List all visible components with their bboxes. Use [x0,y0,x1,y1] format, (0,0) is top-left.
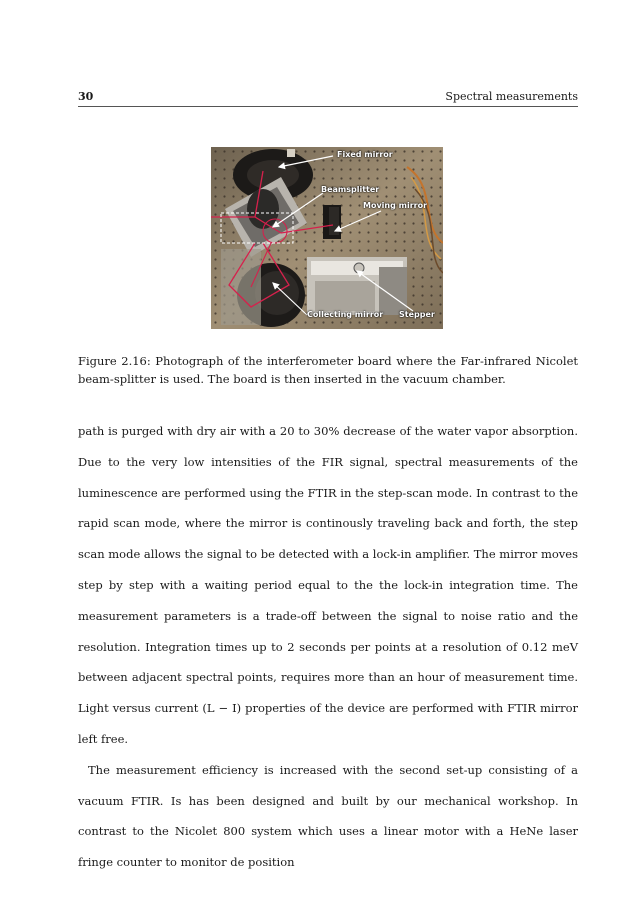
label-beamsplitter: Beamsplitter [321,185,380,194]
label-fixed-mirror: Fixed mirror [337,150,393,159]
interferometer-photo-drawing [211,147,443,329]
paragraph: path is purged with dry air with a 20 to 30% decrease of the water vapor absorption. Due to the very low intensities of the FIR signal, spectral measurements of the luminescence are performed using the FTIR in the step-scan mode. In contrast to the rapid scan mode, where the mirror is continously traveling back and forth, the step scan mode allows the signal to be detected with a lock-in amplifier. The mirror moves step by step with a waiting period equal to the the lock-in integration time. The measurement parameters is a trade-off between the signal to noise ratio and the resolution. Integration times up to 2 seconds per points at a resolution of 0.12 meV between adjacent spectral points, requires more than an hour of measurement time. Light versus current (L − I) properties of the device are performed with FTIR mirror left free. [78,424,578,746]
label-stepper: Stepper [399,310,435,319]
page-number: 30 [78,90,94,103]
figure-caption: Figure 2.16: Photograph of the interferometer board where the Far-infrared Nicolet beam-splitter is used. The board is then inserted in the vacuum chamber. [78,354,578,386]
running-title: Spectral measurements [445,90,578,103]
paragraph: The measurement efficiency is increased with the second set-up consisting of a vacuum FTIR. Is has been designed and built by our mechanical workshop. In contrast to the Nicolet 800 system which uses a linear motor with a HeNe laser fringe counter to monitor de position [78,762,578,870]
label-moving-mirror: Moving mirror [363,201,428,210]
interferometer-photo [211,147,443,329]
label-collecting-mirror: Collecting mirror [307,310,384,319]
running-header [78,88,578,107]
body-text [78,416,578,878]
